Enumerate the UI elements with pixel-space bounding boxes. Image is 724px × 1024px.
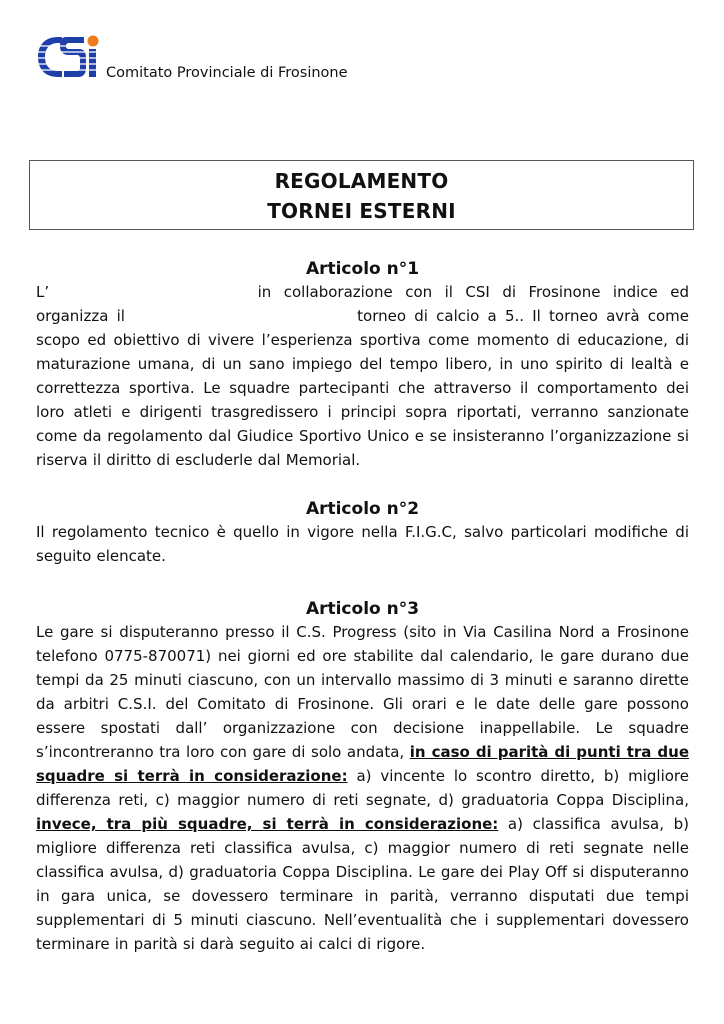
page-header: [36, 34, 536, 84]
article-1-title: Articolo n°1: [305, 259, 420, 279]
article-1-part-2: in collaborazione con il CSI di Frosinone indice ed organizza il: [36, 283, 689, 325]
article-2: [36, 498, 689, 568]
article-3-text: [36, 620, 689, 956]
title-line-1: REGOLAMENTO: [274, 169, 449, 193]
logo-text: CSI: [36, 34, 38, 35]
article-3-emphasis-2: invece, tra più squadre, si terrà in considerazione:: [36, 815, 499, 833]
article-3-part-2: a) vincente lo scontro diretto, b) migliore differenza reti, c) maggior numero di reti segnate, d) graduatoria Coppa Disciplina,: [36, 767, 689, 809]
article-3-emphasis-1: in caso di parità di punti tra due squadre si terrà in considerazione:: [36, 743, 690, 785]
article-3-part-1: Le gare si disputeranno presso il C.S. Progress (sito in Via Casilina Nord a Frosinone telefono 0775-870071) nei giorni ed ore stabilite dal calendario, le gare durano due tempi da 25 minuti ciascuno, con un intervallo massimo di 3 minuti e saranno dirette da arbitri C.S.I. del Comitato di Frosinone. Gli orari e le date delle gare possono essere spostati dall’ organizzazione con decisione inappellabile. Le squadre s’incontreranno tra loro con gare di solo andata,: [36, 623, 689, 761]
article-3-part-3: a) classifica avulsa, b) migliore differenza reti classifica avulsa, c) maggior numero di reti segnate nelle classifica avulsa, d) graduatoria Coppa Disciplina. Le gare dei Play Off si disputeranno in gara unica, se dovessero terminare in parità, verranno disputati due tempi supplementari di 5 minuti ciascuno. Nell’eventualità che i supplementari dovessero terminare in parità si darà seguito ai calci di rigore.: [36, 815, 689, 953]
title-line-2: TORNEI ESTERNI: [267, 199, 456, 223]
article-1: [36, 258, 689, 472]
article-1-text: [36, 280, 689, 472]
article-1-part-1: L’: [36, 283, 50, 301]
article-3-title: Articolo n°3: [305, 599, 420, 619]
article-2-title: Articolo n°2: [305, 499, 420, 519]
article-2-text: Il regolamento tecnico è quello in vigore nella F.I.G.C, salvo particolari modifiche di seguito elencate.: [36, 523, 689, 565]
org-name: Comitato Provinciale di Frosinone: [106, 65, 348, 81]
csi-logo: [36, 34, 102, 80]
title-box: [29, 160, 694, 230]
article-1-part-3: torneo di calcio a 5.. Il torneo avrà come scopo ed obiettivo di vivere l’esperienza sportiva come momento di educazione, di maturazione umana, di un sano impiego del tempo libero, in uno spirito di lealtà e correttezza sportiva. Le squadre partecipanti che attraverso il comportamento dei loro atleti e dirigenti trasgredissero i principi sopra riportati, verranno sanzionate come da regolamento dal Giudice Sportivo Unico e se insisteranno l’organizzazione si riserva il diritto di escluderle dal Memorial.: [36, 307, 689, 469]
article-3: [36, 598, 689, 956]
